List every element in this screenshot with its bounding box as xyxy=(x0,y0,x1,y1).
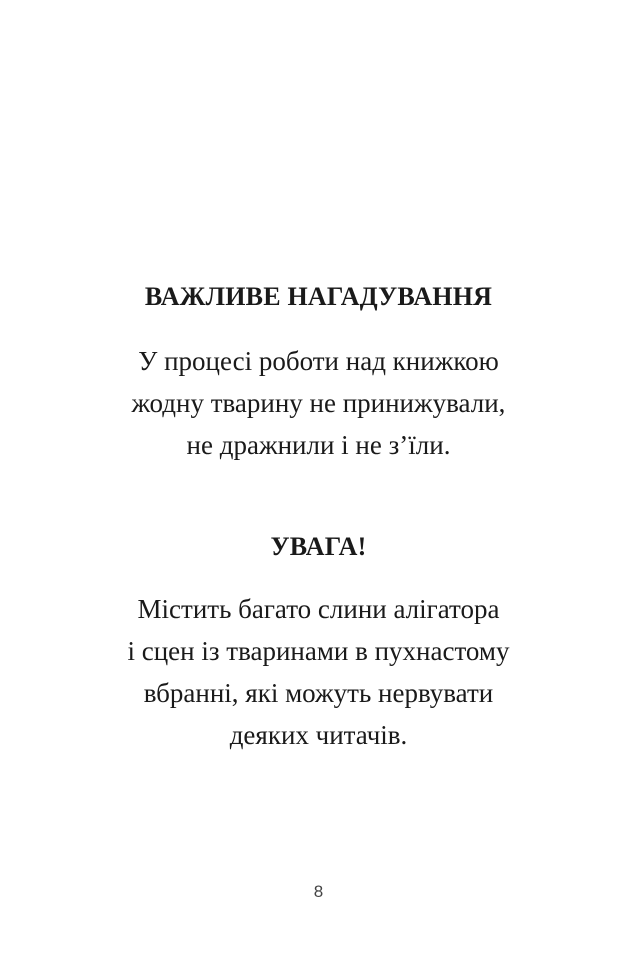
text-line: Містить багато слини алігатора xyxy=(137,594,500,624)
text-line: і сцен із тваринами в пухнастому xyxy=(127,636,510,666)
page-number: 8 xyxy=(313,882,324,901)
text-line: не дражнили і не з’їли. xyxy=(186,430,451,460)
text-line: У процесі роботи над книжкою xyxy=(138,346,499,376)
warning-section xyxy=(0,532,637,756)
important-reminder-text xyxy=(0,340,637,466)
text-line: вбранні, які можуть нервувати xyxy=(143,678,494,708)
important-reminder-heading: ВАЖЛИВЕ НАГАДУВАННЯ xyxy=(144,282,493,311)
important-reminder-section xyxy=(0,282,637,466)
text-line: деяких читачів. xyxy=(229,720,408,750)
text-line: жодну тварину не принижували, xyxy=(131,388,506,418)
warning-heading: УВАГА! xyxy=(270,532,367,561)
warning-text xyxy=(0,588,637,756)
